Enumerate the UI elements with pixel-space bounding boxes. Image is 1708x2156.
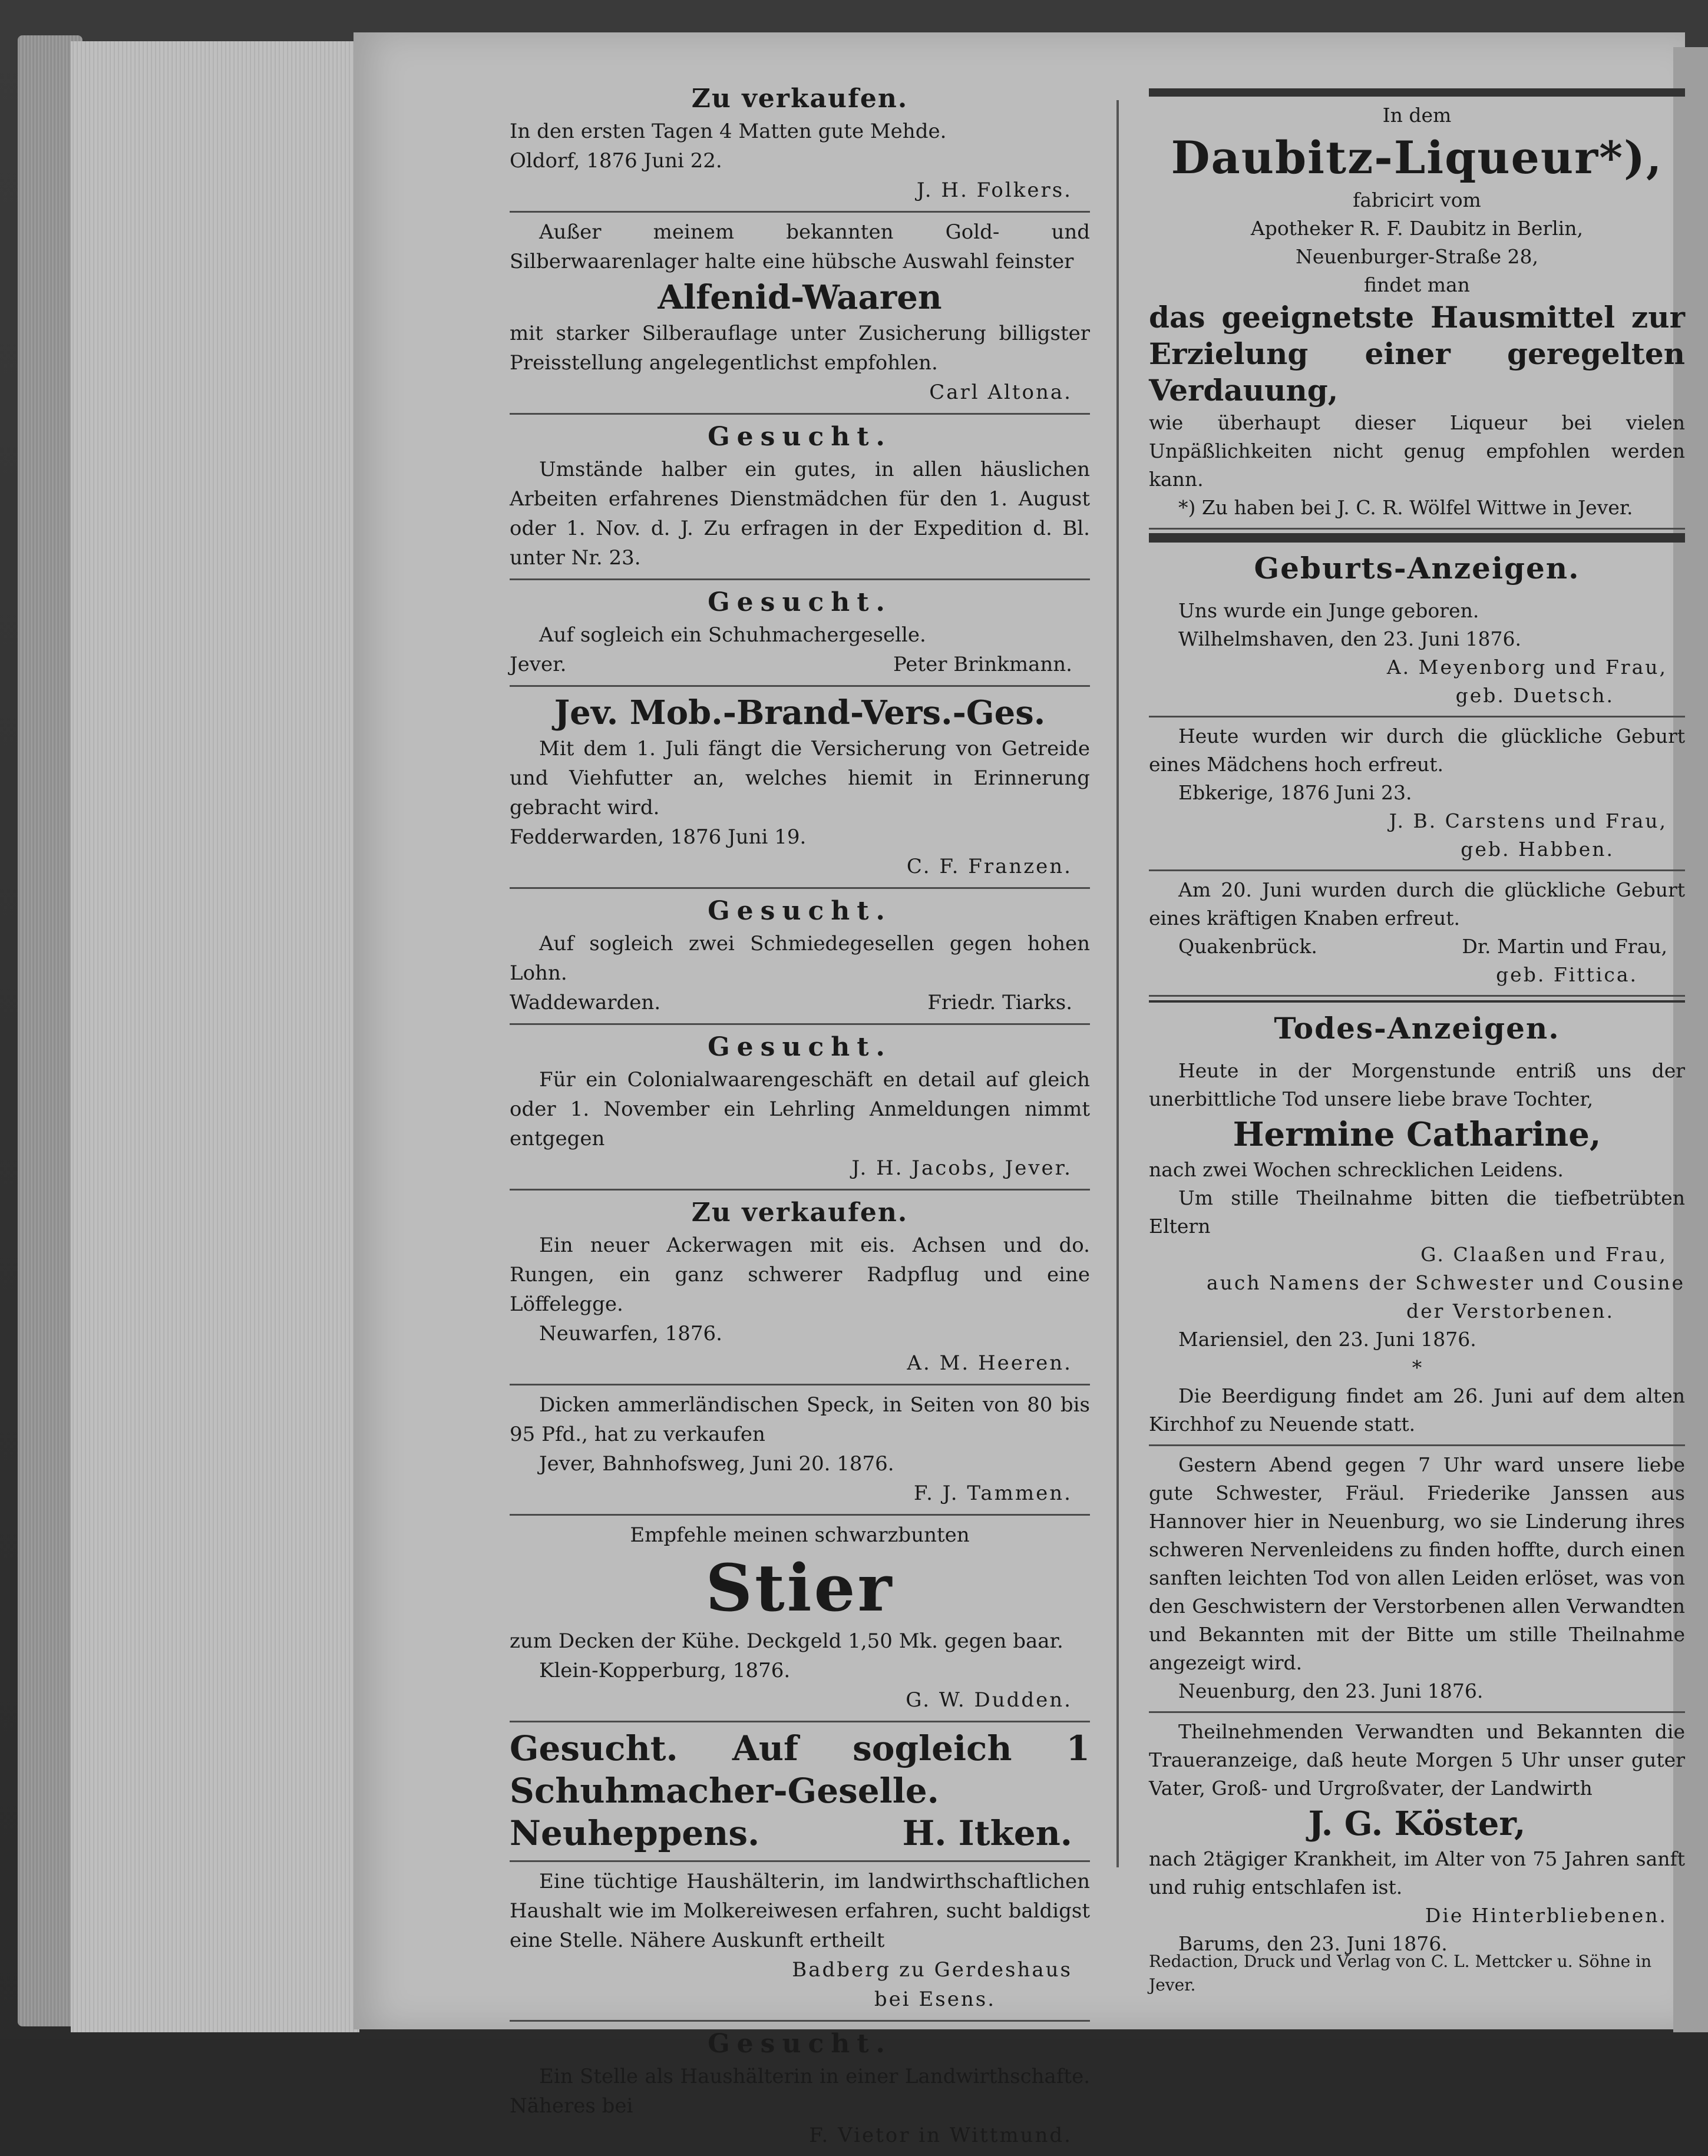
ad-text: Dicken ammerländischen Speck, in Seiten von 80 bis 95 Pfd., hat zu verkaufen xyxy=(510,1393,1090,1446)
ad-place: Jever. xyxy=(510,653,567,676)
ad-stier xyxy=(510,1516,1090,1722)
ad-title: Zu verkaufen. xyxy=(691,1198,908,1228)
deceased-name: J. G. Köster, xyxy=(1308,1804,1526,1843)
notice-text: Theilnehmenden Verwandten und Bekannten die Traueranzeige, daß heute Morgen 5 Uhr unser guter Vater, Groß- und Urgroßvater, der Landwirth xyxy=(1149,1720,1685,1800)
right-column xyxy=(1149,88,1685,1964)
notice-text: nach 2tägiger Krankheit, im Alter von 75 Jahren sanft und ruhig entschlafen ist. xyxy=(1149,1847,1685,1899)
notice-signature: Dr. Martin und Frau, xyxy=(1462,935,1667,958)
ad-title: Gesucht. xyxy=(708,587,892,617)
ad-line: In dem xyxy=(1382,104,1452,127)
ad-bold-text: das geeignetste Hausmittel zur Erzielung einer geregelten Verdauung, xyxy=(1149,300,1685,408)
notice-place: Quakenbrück. xyxy=(1178,935,1317,958)
ad-title: Zu verkaufen. xyxy=(691,84,908,114)
ad-text: Eine tüchtige Haushälterin, im landwirthschaftlichen Haushalt wie im Molkereiwesen erfahren, sucht baldigst eine Stelle. Nähere Auskunft ertheilt xyxy=(510,1870,1090,1952)
ad-title: Alfenid-Waaren xyxy=(658,278,942,317)
ad-brand-title: Daubitz-Liqueur*), xyxy=(1171,131,1663,184)
death-notice-1 xyxy=(1149,1052,1685,1446)
notice-note: Die Beerdigung findet am 26. Juni auf dem alten Kirchhof zu Neuende statt. xyxy=(1149,1384,1685,1436)
ad-text: Ein neuer Ackerwagen mit eis. Achsen und do. Rungen, ein ganz schwerer Radpflug und eine Löffelegge. xyxy=(510,1234,1090,1316)
notice-signature: J. B. Carstens und Frau, xyxy=(1389,809,1667,832)
ad-signature: A. M. Heeren. xyxy=(907,1351,1072,1375)
section-rule xyxy=(1149,1000,1685,1003)
ad-place: Waddewarden. xyxy=(510,991,661,1014)
ad-daubitz-liqueur xyxy=(1149,88,1685,530)
notice-place: Ebkerige, 1876 Juni 23. xyxy=(1178,781,1412,804)
ad-place: Klein-Kopperburg, 1876. xyxy=(539,1659,791,1682)
ad-place: Neuheppens. xyxy=(510,1813,760,1853)
ad-text: In den ersten Tagen 4 Matten gute Mehde. xyxy=(510,120,947,143)
ad-text: Umstände halber ein gutes, in allen häuslichen Arbeiten erfahrenes Dienstmädchen für den 1. August oder 1. Nov. d. J. Zu erfragen in der Expedition d. Bl. unter Nr. 23. xyxy=(510,458,1090,570)
notice-text: nach zwei Wochen schrecklichen Leidens. xyxy=(1149,1158,1564,1181)
ad-text: Gesucht. Auf sogleich 1 Schuhmacher-Geselle. xyxy=(510,1728,1090,1811)
ad-signature: F. J. Tammen. xyxy=(913,1482,1072,1505)
ad-alfenid-waaren xyxy=(510,213,1090,415)
notice-place: Barums, den 23. Juni 1876. xyxy=(1178,1932,1448,1955)
ad-line: Apotheker R. F. Daubitz in Berlin, xyxy=(1250,217,1584,240)
ad-speck xyxy=(510,1385,1090,1516)
notice-text: Heute wurden wir durch die glückliche Geburt eines Mädchens hoch erfreut. xyxy=(1149,725,1685,776)
ad-title: Gesucht. xyxy=(708,1032,892,1062)
ad-brand-versicherung xyxy=(510,687,1090,889)
ad-title: Gesucht. xyxy=(708,2029,892,2059)
notice-place: Neuenburg, den 23. Juni 1876. xyxy=(1178,1679,1484,1702)
ad-line: Neuenburger-Straße 28, xyxy=(1295,245,1539,268)
ad-signature: Peter Brinkmann. xyxy=(893,653,1072,676)
notice-text: Am 20. Juni wurden durch die glückliche Geburt eines kräftigen Knaben erfreut. xyxy=(1149,878,1685,930)
notice-place: Wilhelmshaven, den 23. Juni 1876. xyxy=(1178,627,1521,650)
ad-place: Fedderwarden, 1876 Juni 19. xyxy=(510,825,807,849)
birth-notice-1 xyxy=(1149,592,1685,717)
ad-gesucht-schmiedegesellen xyxy=(510,889,1090,1025)
notice-footer-row xyxy=(1149,932,1685,961)
ad-footer-row xyxy=(510,650,1090,679)
ad-text: Auf sogleich ein Schuhmachergeselle. xyxy=(539,623,926,647)
ad-gesucht-schuhmacher xyxy=(510,580,1090,687)
death-notice-2 xyxy=(1149,1446,1685,1713)
ad-title: Jev. Mob.-Brand-Vers.-Ges. xyxy=(554,693,1046,732)
ad-gesucht-haushaelterin xyxy=(510,2022,1090,2156)
deaths-section xyxy=(1149,1006,1685,1052)
ad-intro: Empfehle meinen schwarzbunten xyxy=(630,1523,970,1547)
deceased-name: Hermine Catharine, xyxy=(1233,1115,1601,1154)
birth-notice-2 xyxy=(1149,717,1685,871)
notice-text: Um stille Theilnahme bitten die tiefbetrübten Eltern xyxy=(1149,1186,1685,1238)
death-notice-3 xyxy=(1149,1713,1685,1964)
ad-text: wie überhaupt dieser Liqueur bei vielen Unpäßlichkeiten nicht genug empfohlen werden kann. xyxy=(1149,411,1685,491)
ad-text: Ein Stelle als Haushälterin in einer Landwirthschafte. Näheres bei xyxy=(510,2065,1090,2118)
ad-text: Für ein Colonialwaarengeschäft en detail auf gleich oder 1. November ein Lehrling Anmeldungen nimmt entgegen xyxy=(510,1068,1090,1150)
ad-signature: C. F. Franzen. xyxy=(906,855,1072,878)
ad-text: Auf sogleich zwei Schmiedegesellen gegen hohen Lohn. xyxy=(510,932,1090,985)
ad-title: Gesucht. xyxy=(708,422,892,452)
ad-signature: J. H. Folkers. xyxy=(916,178,1072,202)
section-title: Todes-Anzeigen. xyxy=(1274,1011,1560,1046)
notice-signature-line2: auch Namens der Schwester und Cousine xyxy=(1207,1271,1685,1294)
notice-signature: G. Claaßen und Frau, xyxy=(1420,1243,1667,1266)
ad-text: mit starker Silberauflage unter Zusicherung billigster Preisstellung angelegentlichst empfohlen. xyxy=(510,322,1090,375)
notice-signature-line2: geb. Fittica. xyxy=(1496,963,1638,986)
ad-text: zum Decken der Kühe. Deckgeld 1,50 Mk. gegen baar. xyxy=(510,1629,1063,1653)
ad-note: *) Zu haben bei J. C. R. Wölfel Wittwe in Jever. xyxy=(1178,496,1633,519)
ad-footer-row xyxy=(510,988,1090,1017)
ad-place: Oldorf, 1876 Juni 22. xyxy=(510,149,722,173)
ad-gesucht-lehrling xyxy=(510,1025,1090,1191)
ad-zu-verkaufen-2 xyxy=(510,1191,1090,1385)
ad-title: Stier xyxy=(705,1550,894,1626)
notice-text: Uns wurde ein Junge geboren. xyxy=(1178,599,1479,622)
ad-zu-verkaufen-1 xyxy=(510,77,1090,213)
asterisk: * xyxy=(1412,1356,1422,1379)
notice-signature-line3: der Verstorbenen. xyxy=(1406,1299,1614,1322)
ad-line: findet man xyxy=(1364,273,1470,296)
section-title: Geburts-Anzeigen. xyxy=(1254,551,1580,586)
ad-gesucht-dienstmaedchen xyxy=(510,415,1090,580)
ad-place: Jever, Bahnhofsweg, Juni 20. 1876. xyxy=(539,1452,894,1476)
ad-signature: G. W. Dudden. xyxy=(906,1688,1072,1712)
ad-signature: H. Itken. xyxy=(902,1813,1072,1853)
notice-text: Gestern Abend gegen 7 Uhr ward unsere liebe gute Schwester, Fräul. Friederike Janssen aus Hannover hier in Neuenburg, wo sie Linderung ihres schweren Nervenleidens zu finden hoffte, durch einen sanften leichten Tod von allen Leiden erlöset, was von den Geschwistern der Verstorbenen allen Verwandten und Bekannten mit der Bitte um stille Theilnahme angezeigt wird. xyxy=(1149,1453,1685,1674)
ad-signature: F. Vietor in Wittmund. xyxy=(809,2124,1072,2147)
column-divider xyxy=(1116,100,1119,1867)
ad-text: Außer meinem bekannten Gold- und Silberwaarenlager halte eine hübsche Auswahl feinster xyxy=(510,220,1090,273)
left-column xyxy=(510,77,1090,2156)
imprint-footer: Redaction, Druck und Verlag von C. L. Mettcker u. Söhne in Jever. xyxy=(1149,1952,1652,1995)
notice-signature: Die Hinterbliebenen. xyxy=(1425,1904,1667,1927)
notice-text: Heute in der Morgenstunde entriß uns der unerbittliche Tod unsere liebe brave Tochter, xyxy=(1149,1059,1685,1110)
ad-signature: J. H. Jacobs, Jever. xyxy=(851,1156,1072,1180)
ad-signature: Friedr. Tiarks. xyxy=(927,991,1072,1014)
ad-signature: Badberg zu Gerdeshaus xyxy=(792,1958,1072,1982)
notice-signature: A. Meyenborg und Frau, xyxy=(1386,656,1667,679)
ad-gesucht-schuhmacher-geselle xyxy=(510,1722,1090,1862)
ad-title: Gesucht. xyxy=(708,896,892,926)
notice-place: Mariensiel, den 23. Juni 1876. xyxy=(1178,1328,1476,1351)
ad-place: Neuwarfen, 1876. xyxy=(539,1322,722,1345)
birth-notice-3 xyxy=(1149,871,1685,997)
thick-rule xyxy=(1149,533,1685,543)
ad-footer-row xyxy=(510,1812,1090,1854)
page-stack xyxy=(71,41,359,2032)
ad-signature-line2: bei Esens. xyxy=(874,1988,996,2011)
ad-signature: Carl Altona. xyxy=(929,381,1072,404)
ad-text: Mit dem 1. Juli fängt die Versicherung von Getreide und Viehfutter an, welches hiemit in Erinnerung gebracht wird. xyxy=(510,737,1090,819)
notice-signature-line2: geb. Habben. xyxy=(1461,838,1614,861)
births-section xyxy=(1149,546,1685,592)
ad-line: fabricirt vom xyxy=(1353,189,1481,211)
notice-signature-line2: geb. Duetsch. xyxy=(1455,684,1614,707)
ad-haushaelterin-sucht xyxy=(510,1862,1090,2022)
